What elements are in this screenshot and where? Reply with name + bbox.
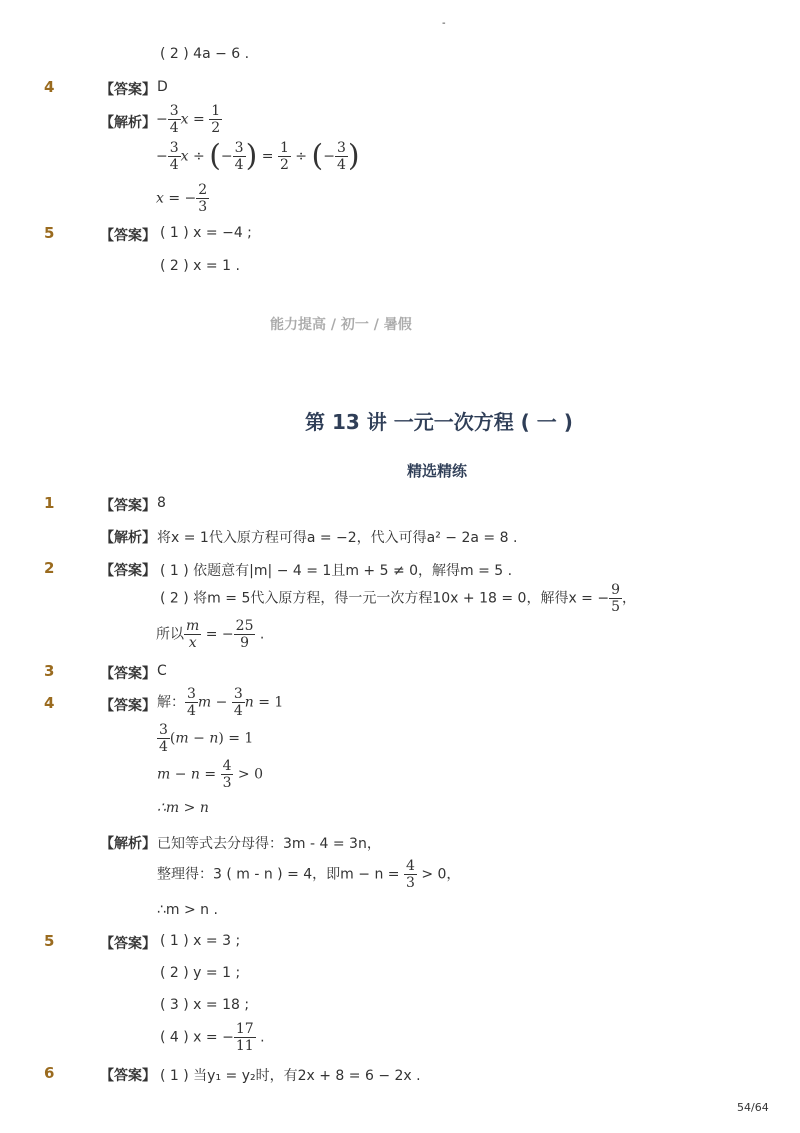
answer-eq-3: m − n = $\frac{4}{3}$ > 0 [157,758,264,791]
prev-item-2: ( 2 ) 4a − 6 . [160,46,250,62]
question-number: 5 [44,224,55,242]
analysis-line-3: ∴m > n . [157,902,218,918]
answer-part-1: ( 1 ) x = −4 ; [160,225,252,241]
analysis-text: 将x = 1代入原方程可得a = −2，代入可得a² − 2a = 8 . [157,530,518,546]
question-number: 5 [44,932,55,950]
answer-part-2-result: 所以 $\frac{m}{x}$ = − $\frac{25}{9}$ . [156,618,265,651]
answer-part-1: ( 1 ) 依题意有|m| − 4 = 1且m + 5 ≠ 0，解得m = 5 . [160,563,513,579]
answer-tag: 【答案】 [100,563,156,579]
question-number: 3 [44,662,55,680]
question-number: 4 [44,78,55,96]
answer-tag: 【答案】 [100,82,156,98]
answer-part-2: ( 2 ) 将m = 5代入原方程，得一元一次方程10x + 18 = 0，解得x = − $\frac{9}{5}$ ， [160,582,637,615]
answer-text: C [157,663,167,679]
answer-text: D [157,79,168,95]
answer-part-1: ( 1 ) x = 3 ; [160,933,241,949]
question-number: 6 [44,1064,55,1082]
answer-tag: 【答案】 [100,666,156,682]
answer-part-2: ( 2 ) y = 1 ; [160,965,241,981]
analysis-eq-3: x = − $\frac{2}{3}$ [156,182,208,215]
question-number: 4 [44,694,55,712]
analysis-tag: 【解析】 [100,115,156,131]
analysis-eq-2: − $\frac{3}{4}$ x ÷ (− $\frac{3}{4}$ ) = $\frac{1}{2}$ ÷ (− $\frac{3}{4}$ ) [156,138,360,174]
answer-tag: 【答案】 [100,498,156,514]
question-number: 1 [44,494,55,512]
answer-part-1: ( 1 ) 当y₁ = y₂时，有2x + 8 = 6 − 2x . [160,1068,421,1084]
analysis-tag: 【解析】 [100,836,156,852]
analysis-line-2: 整理得：3 ( m - n ) = 4，即m − n = $\frac{4}{3}$ > 0， [157,858,461,891]
answer-text: 8 [157,495,166,511]
answer-eq-4: ∴m > n [157,800,209,816]
section-title: 精选精练 [407,462,468,480]
top-tick: - [442,18,446,29]
analysis-line-1: 已知等式去分母得：3m - 4 = 3n， [157,836,381,852]
running-footer: 能力提高 / 初一 / 暑假 [270,317,412,333]
page-number: 54/64 [737,1101,769,1114]
chapter-title: 第 13 讲 一元一次方程 ( 一 ) [305,410,573,434]
answer-tag: 【答案】 [100,1068,156,1084]
answer-tag: 【答案】 [100,936,156,952]
answer-tag: 【答案】 [100,228,156,244]
analysis-tag: 【解析】 [100,530,156,546]
answer-part-2: ( 2 ) x = 1 . [160,258,240,274]
answer-eq-1: 解： $\frac{3}{4}$ m − $\frac{3}{4}$ n = 1 [157,686,284,719]
answer-tag: 【答案】 [100,698,156,714]
answer-part-4: ( 4 ) x = − $\frac{17}{11}$ . [160,1021,265,1054]
answer-part-3: ( 3 ) x = 18 ; [160,997,250,1013]
answer-eq-2: $\frac{3}{4}$ (m − n) = 1 [159,722,254,755]
question-number: 2 [44,559,55,577]
analysis-eq-1: − $\frac{3}{4}$ x = $\frac{1}{2}$ [156,103,221,136]
